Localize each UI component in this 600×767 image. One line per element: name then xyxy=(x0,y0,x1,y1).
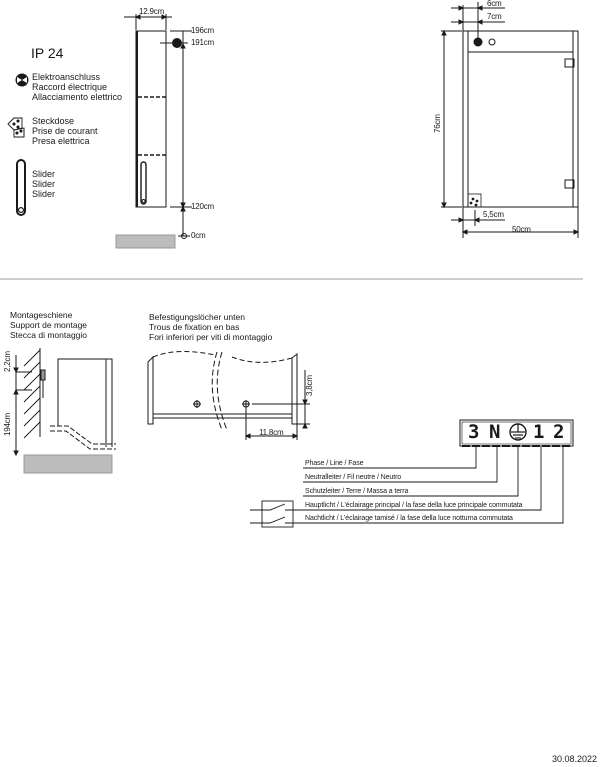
rail-height: 2,2cm xyxy=(3,351,12,372)
mounting-rail-title-de: Montageschiene xyxy=(10,310,73,320)
fixing-holes-drawing xyxy=(148,351,310,440)
front-view-drawing xyxy=(441,2,578,238)
terminal-2: 2 xyxy=(553,421,565,443)
electric-connection-icon xyxy=(16,74,28,86)
legend-socket-it: Presa elettrica xyxy=(32,136,90,146)
front-height: 76cm xyxy=(433,114,442,133)
front-socket-offset: 5,5cm xyxy=(483,210,504,219)
front-offset-2: 7cm xyxy=(487,12,502,21)
side-top-height: 196cm xyxy=(191,26,215,35)
front-offset-1: 6cm xyxy=(487,0,502,8)
fixing-holes-title-de: Befestigungslöcher unten xyxy=(149,312,245,322)
mounting-rail-title-it: Stecca di montaggio xyxy=(10,330,88,340)
mounting-rail-title-fr: Support de montage xyxy=(10,320,88,330)
terminal-n: N xyxy=(489,421,501,443)
side-bottom-height: 120cm xyxy=(191,202,215,211)
legend-slider-it: Slider xyxy=(32,189,56,199)
side-floor-label: 0cm xyxy=(191,231,206,240)
legend-socket-de: Steckdose xyxy=(32,116,75,126)
document-date: 30.08.2022 xyxy=(552,754,598,764)
legend-electric-fr: Raccord électrique xyxy=(32,82,108,92)
fixing-horizontal-offset: 11,8cm xyxy=(259,428,284,437)
side-width-label: 12.9cm xyxy=(139,7,165,16)
mount-height: 194cm xyxy=(3,412,12,436)
wire-night-light: Nachtlicht / L'éclairage tamisé / la fase della luce notturna commutata xyxy=(305,515,513,522)
terminal-3: 3 xyxy=(468,421,480,443)
legend-slider-fr: Slider xyxy=(32,179,56,189)
legend-slider-de: Slider xyxy=(32,169,56,179)
mounting-rail-drawing xyxy=(14,348,116,473)
side-connection-height: 191cm xyxy=(191,38,215,47)
wire-earth: Schutzleiter / Terre / Massa a terra xyxy=(305,488,409,495)
side-view-drawing xyxy=(116,14,192,248)
legend-electric-it: Allacciamento elettrico xyxy=(32,92,123,102)
fixing-holes-title-it: Fori inferiori per viti di montaggio xyxy=(149,332,273,342)
protection-rating: IP 24 xyxy=(31,45,64,61)
fixing-holes-title-fr: Trous de fixation en bas xyxy=(149,322,240,332)
front-width: 50cm xyxy=(512,225,531,234)
wire-main-light: Hauptlicht / L'éclairage principal / la fase della luce principale commutata xyxy=(305,502,523,509)
legend-electric-de: Elektroanschluss xyxy=(32,72,101,82)
fixing-vertical-offset: 3,8cm xyxy=(305,375,314,396)
slider-icon xyxy=(17,160,25,215)
wire-neutral: Neutralleiter / Fil neutre / Neutro xyxy=(305,474,402,481)
terminal-1: 1 xyxy=(533,421,545,443)
socket-icon xyxy=(8,118,24,137)
legend-socket-fr: Prise de courant xyxy=(32,126,98,136)
wire-phase: Phase / Line / Fase xyxy=(305,460,364,467)
